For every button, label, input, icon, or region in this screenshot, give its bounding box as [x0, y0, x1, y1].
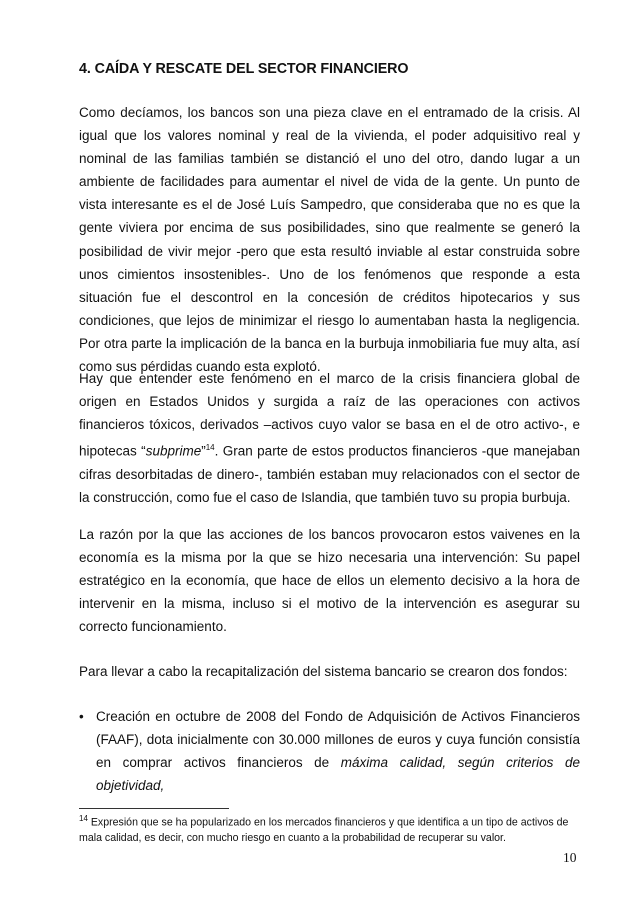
paragraph-3: La razón por la que las acciones de los bancos provocaron estos vaivenes en la economía es la misma por la que se hizo necesaria una intervención: Su papel estratégico en la economía, que hace de ellos un elemento decisivo a la hora de intervenir en la misma, incluso si el motivo de la intervención es asegurar su correcto funcionamiento.: [79, 527, 580, 635]
bullet-text: [96, 705, 580, 797]
paragraph-2-text-start: Hay que entender este fenómeno en el marco de la crisis financiera global de origen en Estados Unidos y surgida a raíz de las operaciones con activos financieros tóxicos, derivados –activos cuyo valor se basa en el de otro activo-, e hipotecas “: [79, 371, 580, 459]
footnote-divider: [79, 808, 229, 809]
section-heading: 4. CAÍDA Y RESCATE DEL SECTOR FINANCIERO: [79, 61, 409, 77]
footnote-text: Expresión que se ha popularizado en los mercados financieros y que identifica a un tipo de activos de mala calidad, es decir, con mucho riesgo en cuanto a la probabilidad de recuperar su valor.: [79, 816, 569, 844]
paragraph-2: [79, 367, 580, 509]
footnote-number: 14: [79, 814, 88, 823]
footnote-reference[interactable]: 14: [205, 443, 215, 453]
bullet-icon: •: [79, 709, 84, 724]
page-number: 10: [563, 850, 577, 865]
footnote: [79, 811, 580, 846]
bullet-text-start: Creación en octubre de 2008 del Fondo de Adquisición de Activos Financieros (FAAF), dota inicialmente con 30.000 millones de euros y cuya función consistía en comprar activos financieros de: [96, 709, 580, 771]
subprime-term: subprime: [145, 443, 202, 459]
paragraph-1: Como decíamos, los bancos son una pieza clave en el entramado de la crisis. Al igual que los valores nominal y real de la vivienda, el poder adquisitivo real y nominal de las familias también se distanció el uno del otro, dando lugar a un ambiente de facilidades para aumentar el nivel de vida de la gente. Un punto de vista interesante es el de José Luís Sampedro, que consideraba que no es que la gente viviera por encima de sus posibilidades, sino que realmente se generó la posibilidad de vivir mejor -pero que esta resultó inviable al estar construida sobre unos cimientos insostenibles-. Uno de los fenómenos que responde a esta situación fue el descontrol en la concesión de créditos hipotecarios y sus condiciones, que lejos de minimizar el riesgo lo aumentaban hasta la negligencia. Por otra parte la implicación de la banca en la burbuja inmobiliaria fue muy alta, así como sus pérdidas cuando esta explotó.: [79, 105, 580, 375]
paragraph-4: Para llevar a cabo la recapitalización del sistema bancario se crearon dos fondos:: [79, 664, 568, 679]
closing-quote: ”: [201, 443, 206, 459]
paragraph-2-text-end: . Gran parte de estos productos financieros -que manejaban cifras desorbitadas de dinero-, también estaban muy relacionados con el sector de la construcción, como fue el caso de Islandia, que también tuvo su propia burbuja.: [79, 443, 580, 505]
bullet-text-italic: máxima calidad, según criterios de objetividad,: [96, 755, 580, 794]
bullet-item: [79, 705, 580, 797]
